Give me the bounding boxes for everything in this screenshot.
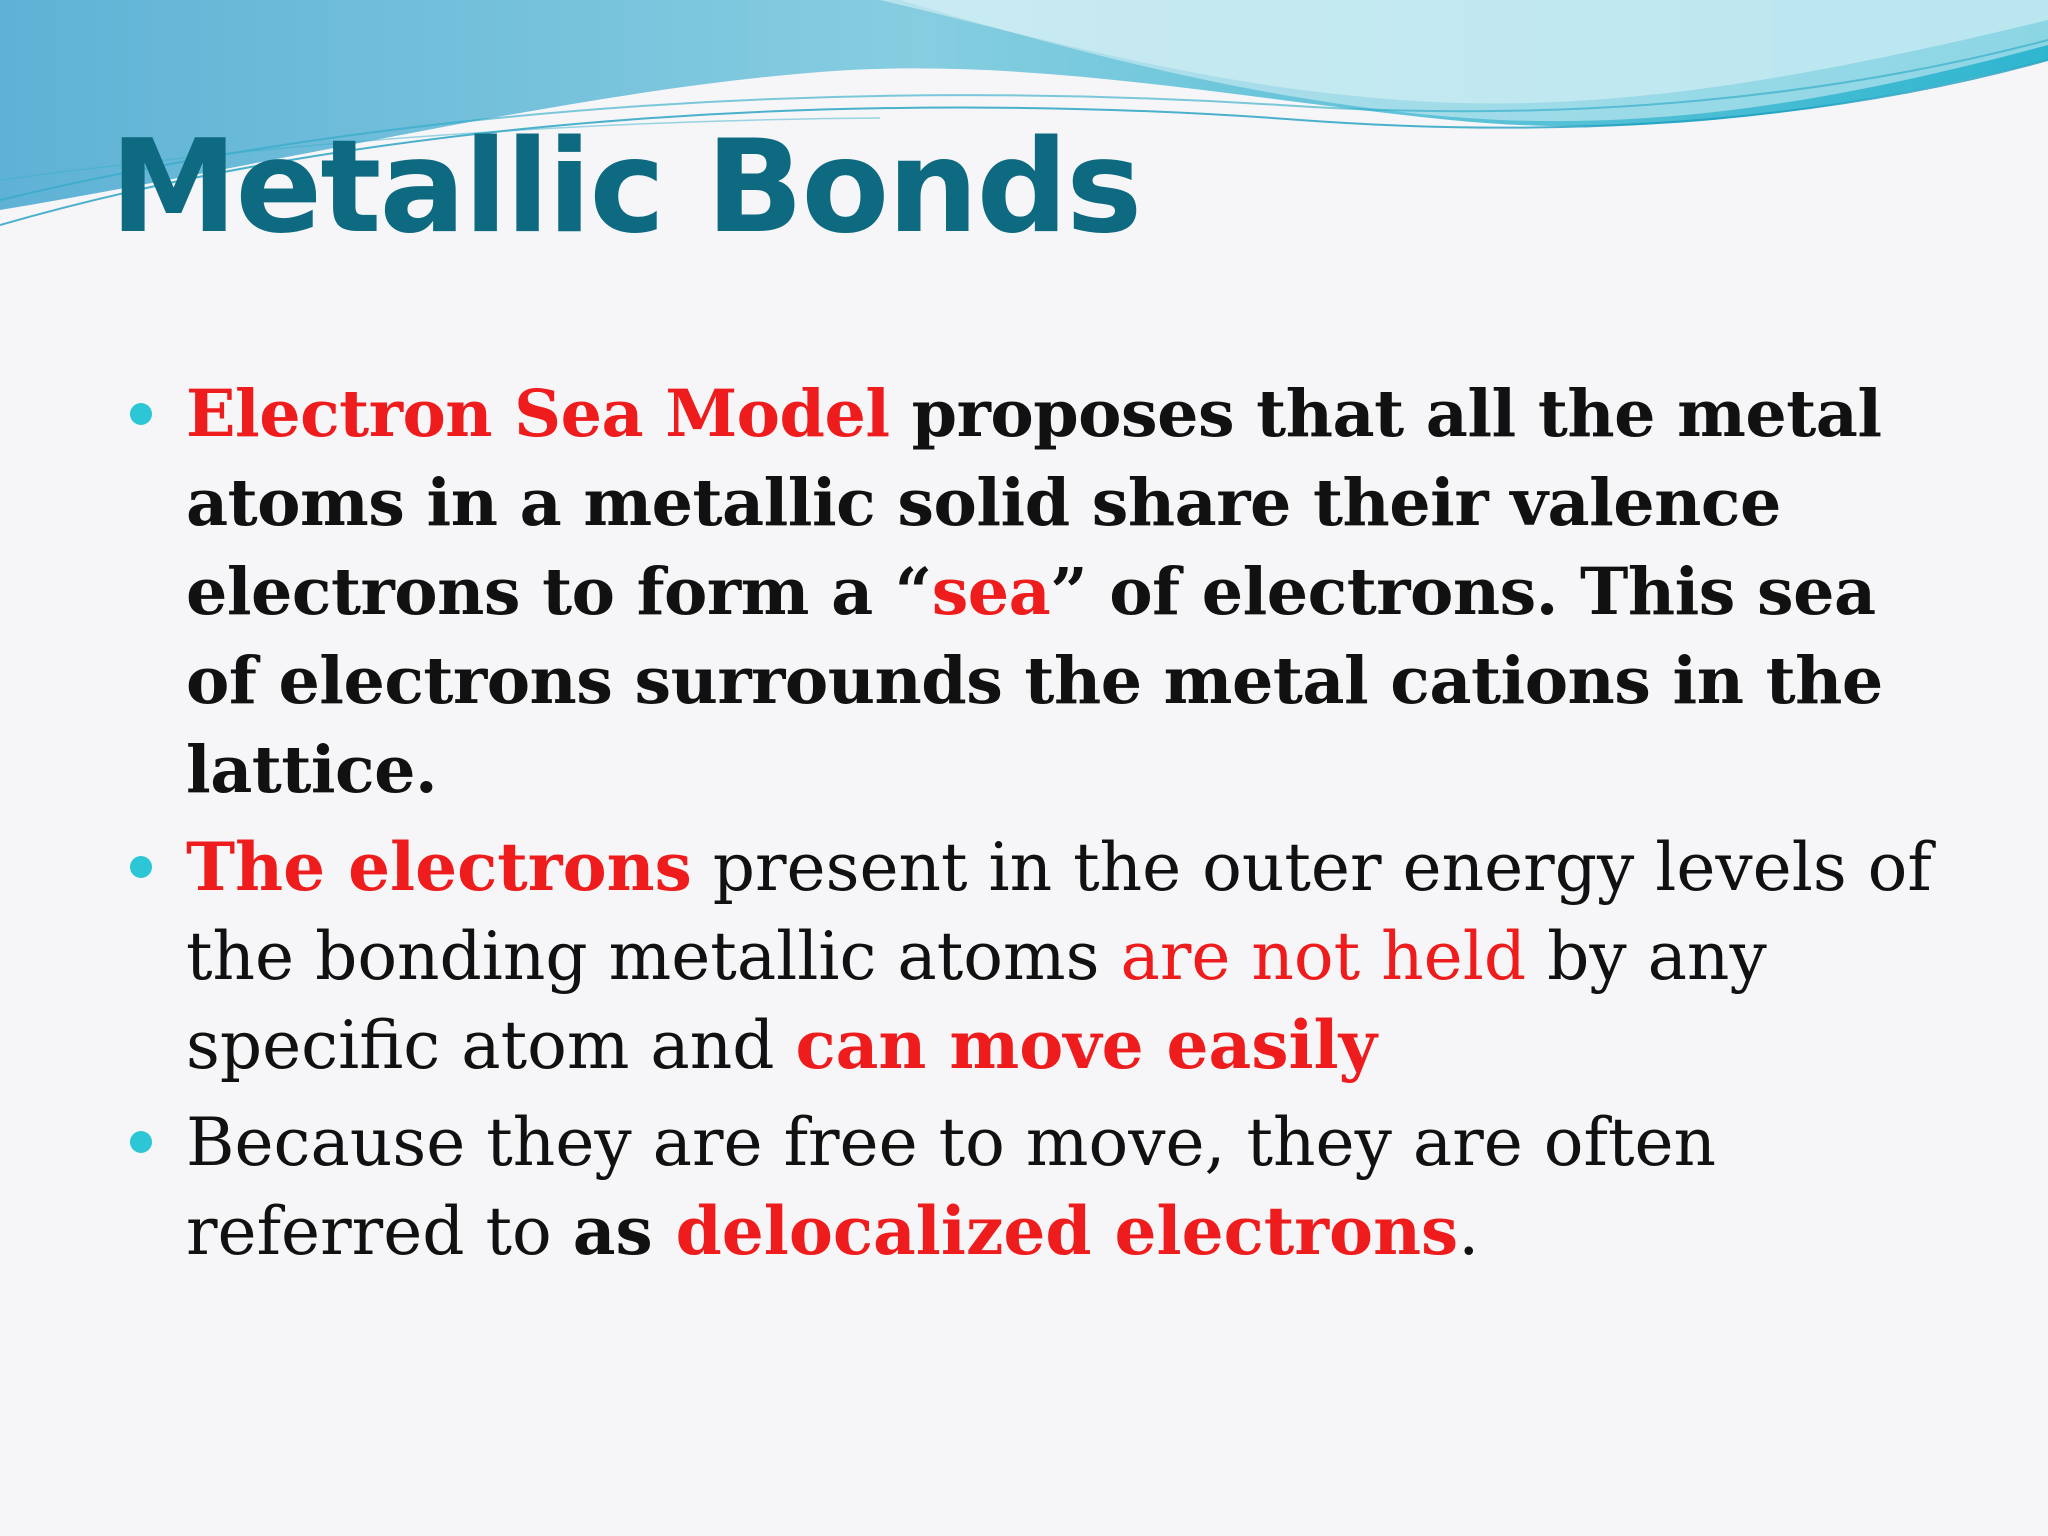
bullet-text-segment: The electrons [186, 828, 692, 906]
bullet-icon [130, 403, 152, 425]
bullet-text-segment: Electron Sea Model [186, 376, 890, 452]
bullet-text-segment: by any specific atom and [186, 918, 1767, 1084]
bullet-text-segment: can move easily [795, 1006, 1377, 1084]
slide-title: Metallic Bonds [110, 113, 1141, 262]
bullet-text-segment: proposes that all the metal atoms in a metallic solid share their valence electrons to form a “ [186, 376, 1882, 630]
bullet-text-segment: present in the outer energy levels of the bonding metallic atoms [186, 829, 1932, 995]
bullet-item-delocalized-electrons [186, 1098, 1966, 1276]
bullet-icon [130, 856, 152, 878]
bullet-text-segment: as [572, 1192, 676, 1270]
bullet-text-segment: Because they are free to move, they are often referred to [186, 1104, 1717, 1270]
bullet-icon [130, 1131, 152, 1153]
bullet-text-segment: . [1458, 1193, 1480, 1270]
bullet-item-the-electrons [186, 823, 1966, 1090]
bullet-text-segment: delocalized electrons [675, 1192, 1459, 1270]
bullet-text-segment: ” of electrons. This sea of electrons surrounds the metal cations in the lattice. [186, 554, 1883, 808]
bullet-text-segment: are not held [1120, 918, 1527, 995]
bullet-item-electron-sea-model [186, 370, 1966, 815]
bullet-list [186, 370, 1966, 1284]
bullet-text-segment: sea [931, 554, 1051, 630]
